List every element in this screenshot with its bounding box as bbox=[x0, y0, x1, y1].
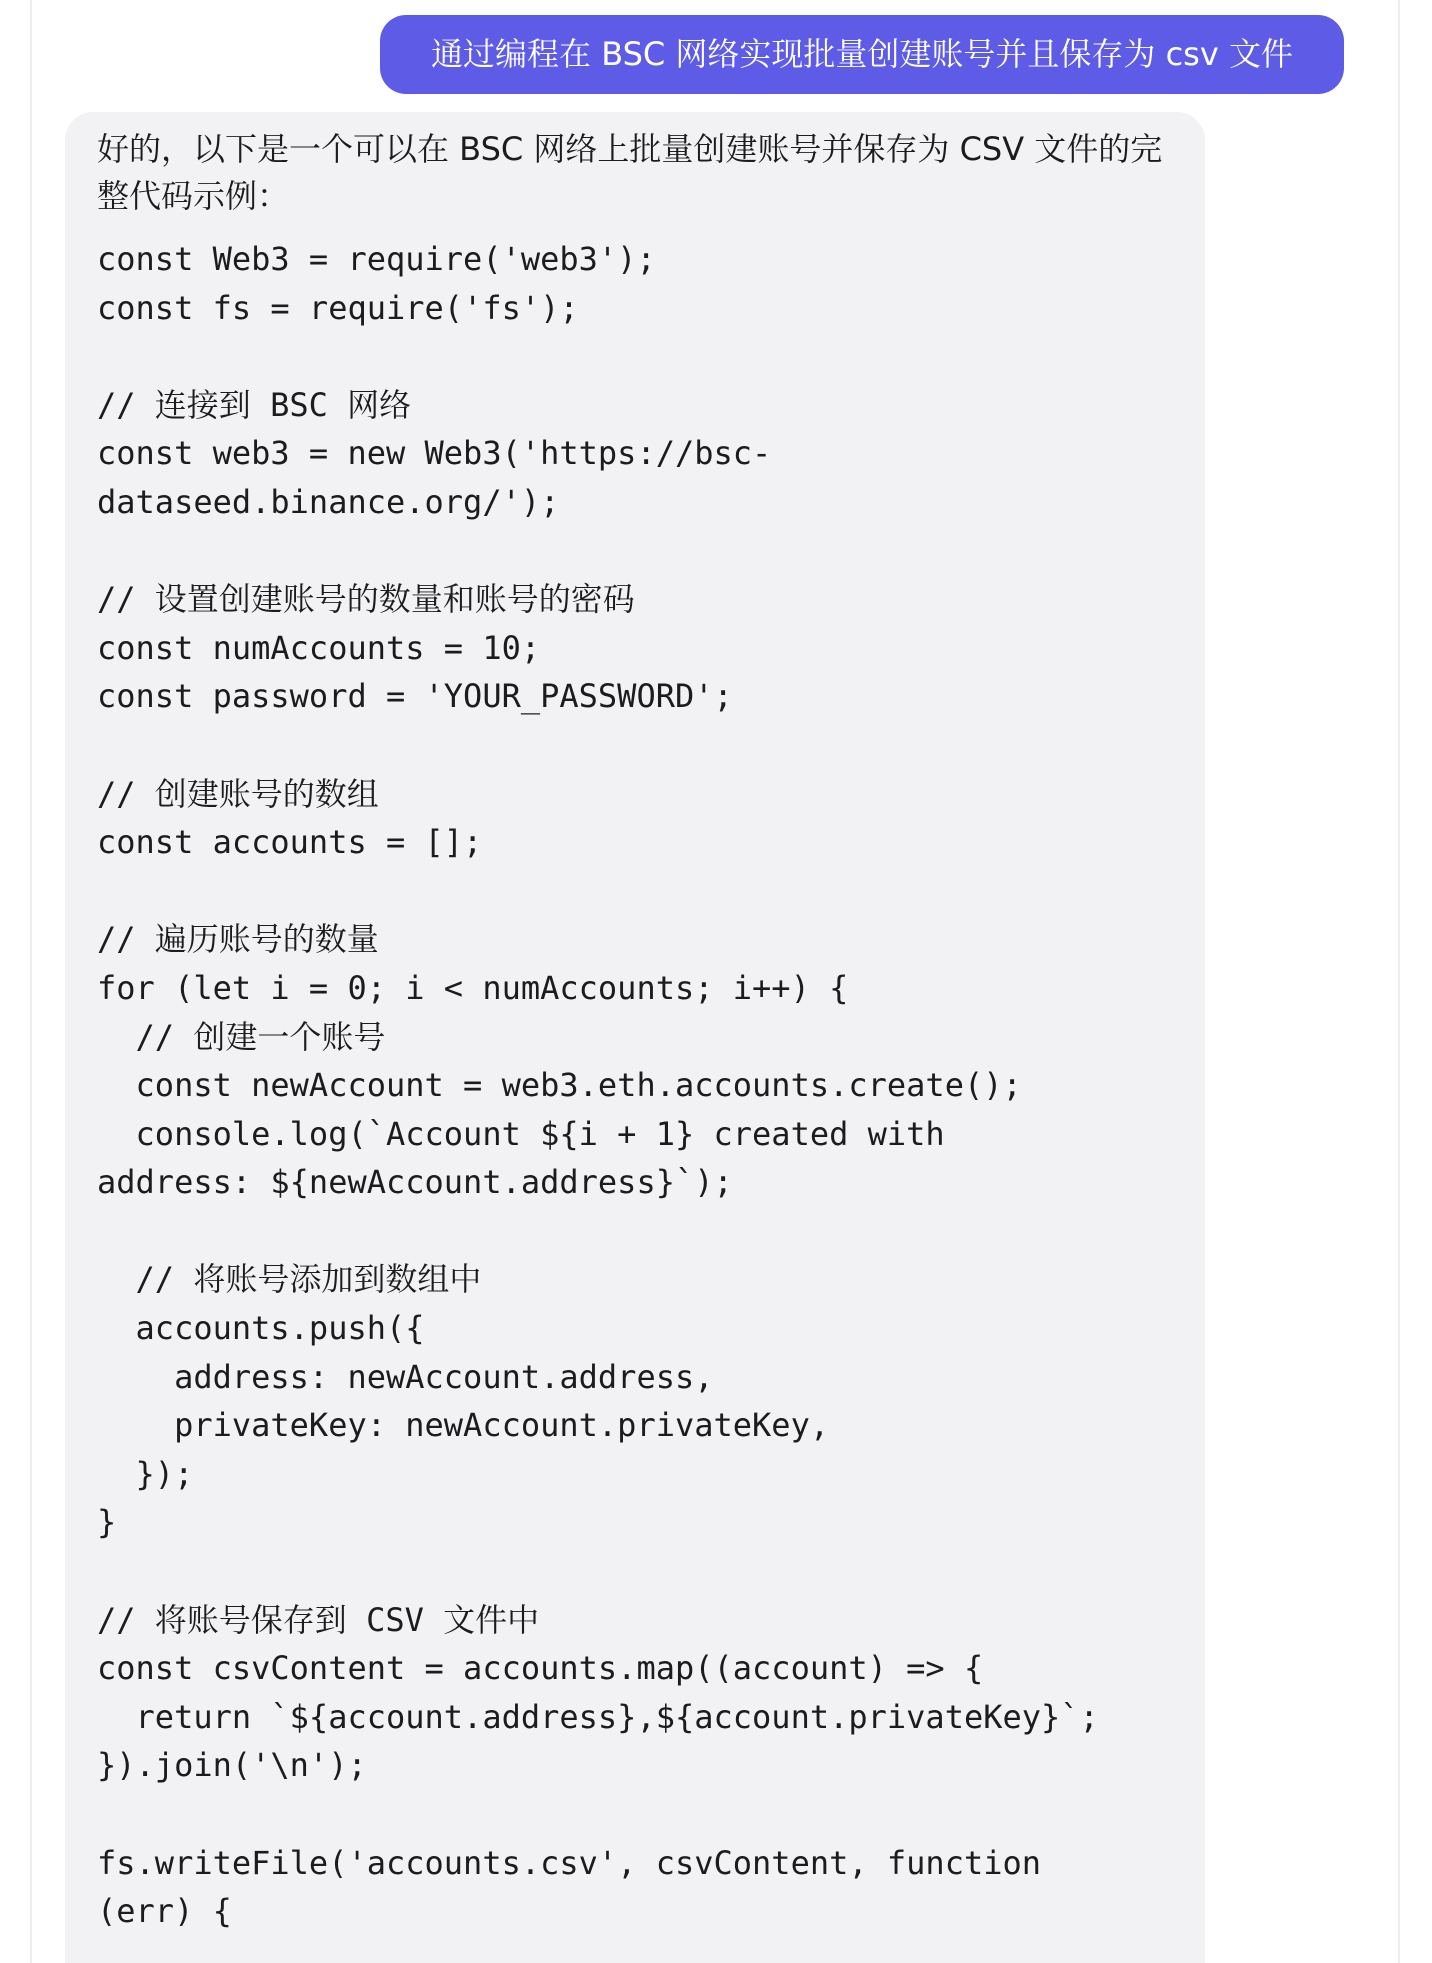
code-line: dataseed.binance.org/'); bbox=[97, 482, 560, 521]
code-line bbox=[97, 1547, 1175, 1596]
code-line: // 设置创建账号的数量和账号的密码 bbox=[97, 580, 635, 619]
code-line: const csvContent = accounts.map((account) => { bbox=[97, 1649, 984, 1688]
code-line bbox=[97, 527, 1175, 576]
code-line bbox=[97, 332, 1175, 381]
code-line: // 遍历账号的数量 bbox=[97, 920, 379, 959]
code-line bbox=[97, 1790, 1175, 1839]
code-line: const numAccounts = 10; bbox=[97, 628, 541, 667]
code-line: console.log(`Account ${i + 1} created with bbox=[97, 1114, 945, 1153]
assistant-message-bubble bbox=[65, 112, 1205, 1963]
code-block bbox=[97, 235, 1175, 1936]
code-line bbox=[97, 721, 1175, 770]
code-line: const web3 = new Web3('https://bsc- bbox=[97, 434, 772, 473]
code-line bbox=[97, 867, 1175, 916]
code-line: // 将账号添加到数组中 bbox=[97, 1260, 482, 1299]
code-line: // 创建账号的数组 bbox=[97, 774, 379, 813]
user-message-bubble: 通过编程在 BSC 网络实现批量创建账号并且保存为 csv 文件 bbox=[380, 15, 1344, 94]
code-line: // 创建一个账号 bbox=[97, 1017, 386, 1056]
code-line: const Web3 = require('web3'); bbox=[97, 240, 656, 278]
code-line: return `${account.address},${account.privateKey}`; bbox=[97, 1697, 1099, 1736]
code-line: address: ${newAccount.address}`); bbox=[97, 1163, 733, 1202]
assistant-intro-text: 好的，以下是一个可以在 BSC 网络上批量创建账号并保存为 CSV 文件的完整代码示例： bbox=[97, 130, 1163, 215]
code-line: }); bbox=[97, 1454, 194, 1493]
code-line: for (let i = 0; i < numAccounts; i++) { bbox=[97, 968, 849, 1007]
code-line: const accounts = []; bbox=[97, 823, 483, 862]
code-line: address: newAccount.address, bbox=[97, 1357, 714, 1396]
code-line: const newAccount = web3.eth.accounts.create(); bbox=[97, 1066, 1022, 1105]
code-line: } bbox=[97, 1503, 117, 1542]
code-line: const password = 'YOUR_PASSWORD'; bbox=[97, 677, 733, 716]
code-line: // 将账号保存到 CSV 文件中 bbox=[97, 1600, 540, 1639]
code-line: fs.writeFile('accounts.csv', csvContent, function bbox=[97, 1843, 1042, 1882]
code-line: (err) { bbox=[97, 1892, 232, 1931]
code-line: privateKey: newAccount.privateKey, bbox=[97, 1406, 830, 1445]
code-line: }).join('\n'); bbox=[97, 1746, 367, 1785]
code-line bbox=[97, 1207, 1175, 1256]
code-line: accounts.push({ bbox=[97, 1309, 425, 1348]
code-line: // 连接到 BSC 网络 bbox=[97, 385, 412, 424]
code-line: const fs = require('fs'); bbox=[97, 288, 579, 327]
